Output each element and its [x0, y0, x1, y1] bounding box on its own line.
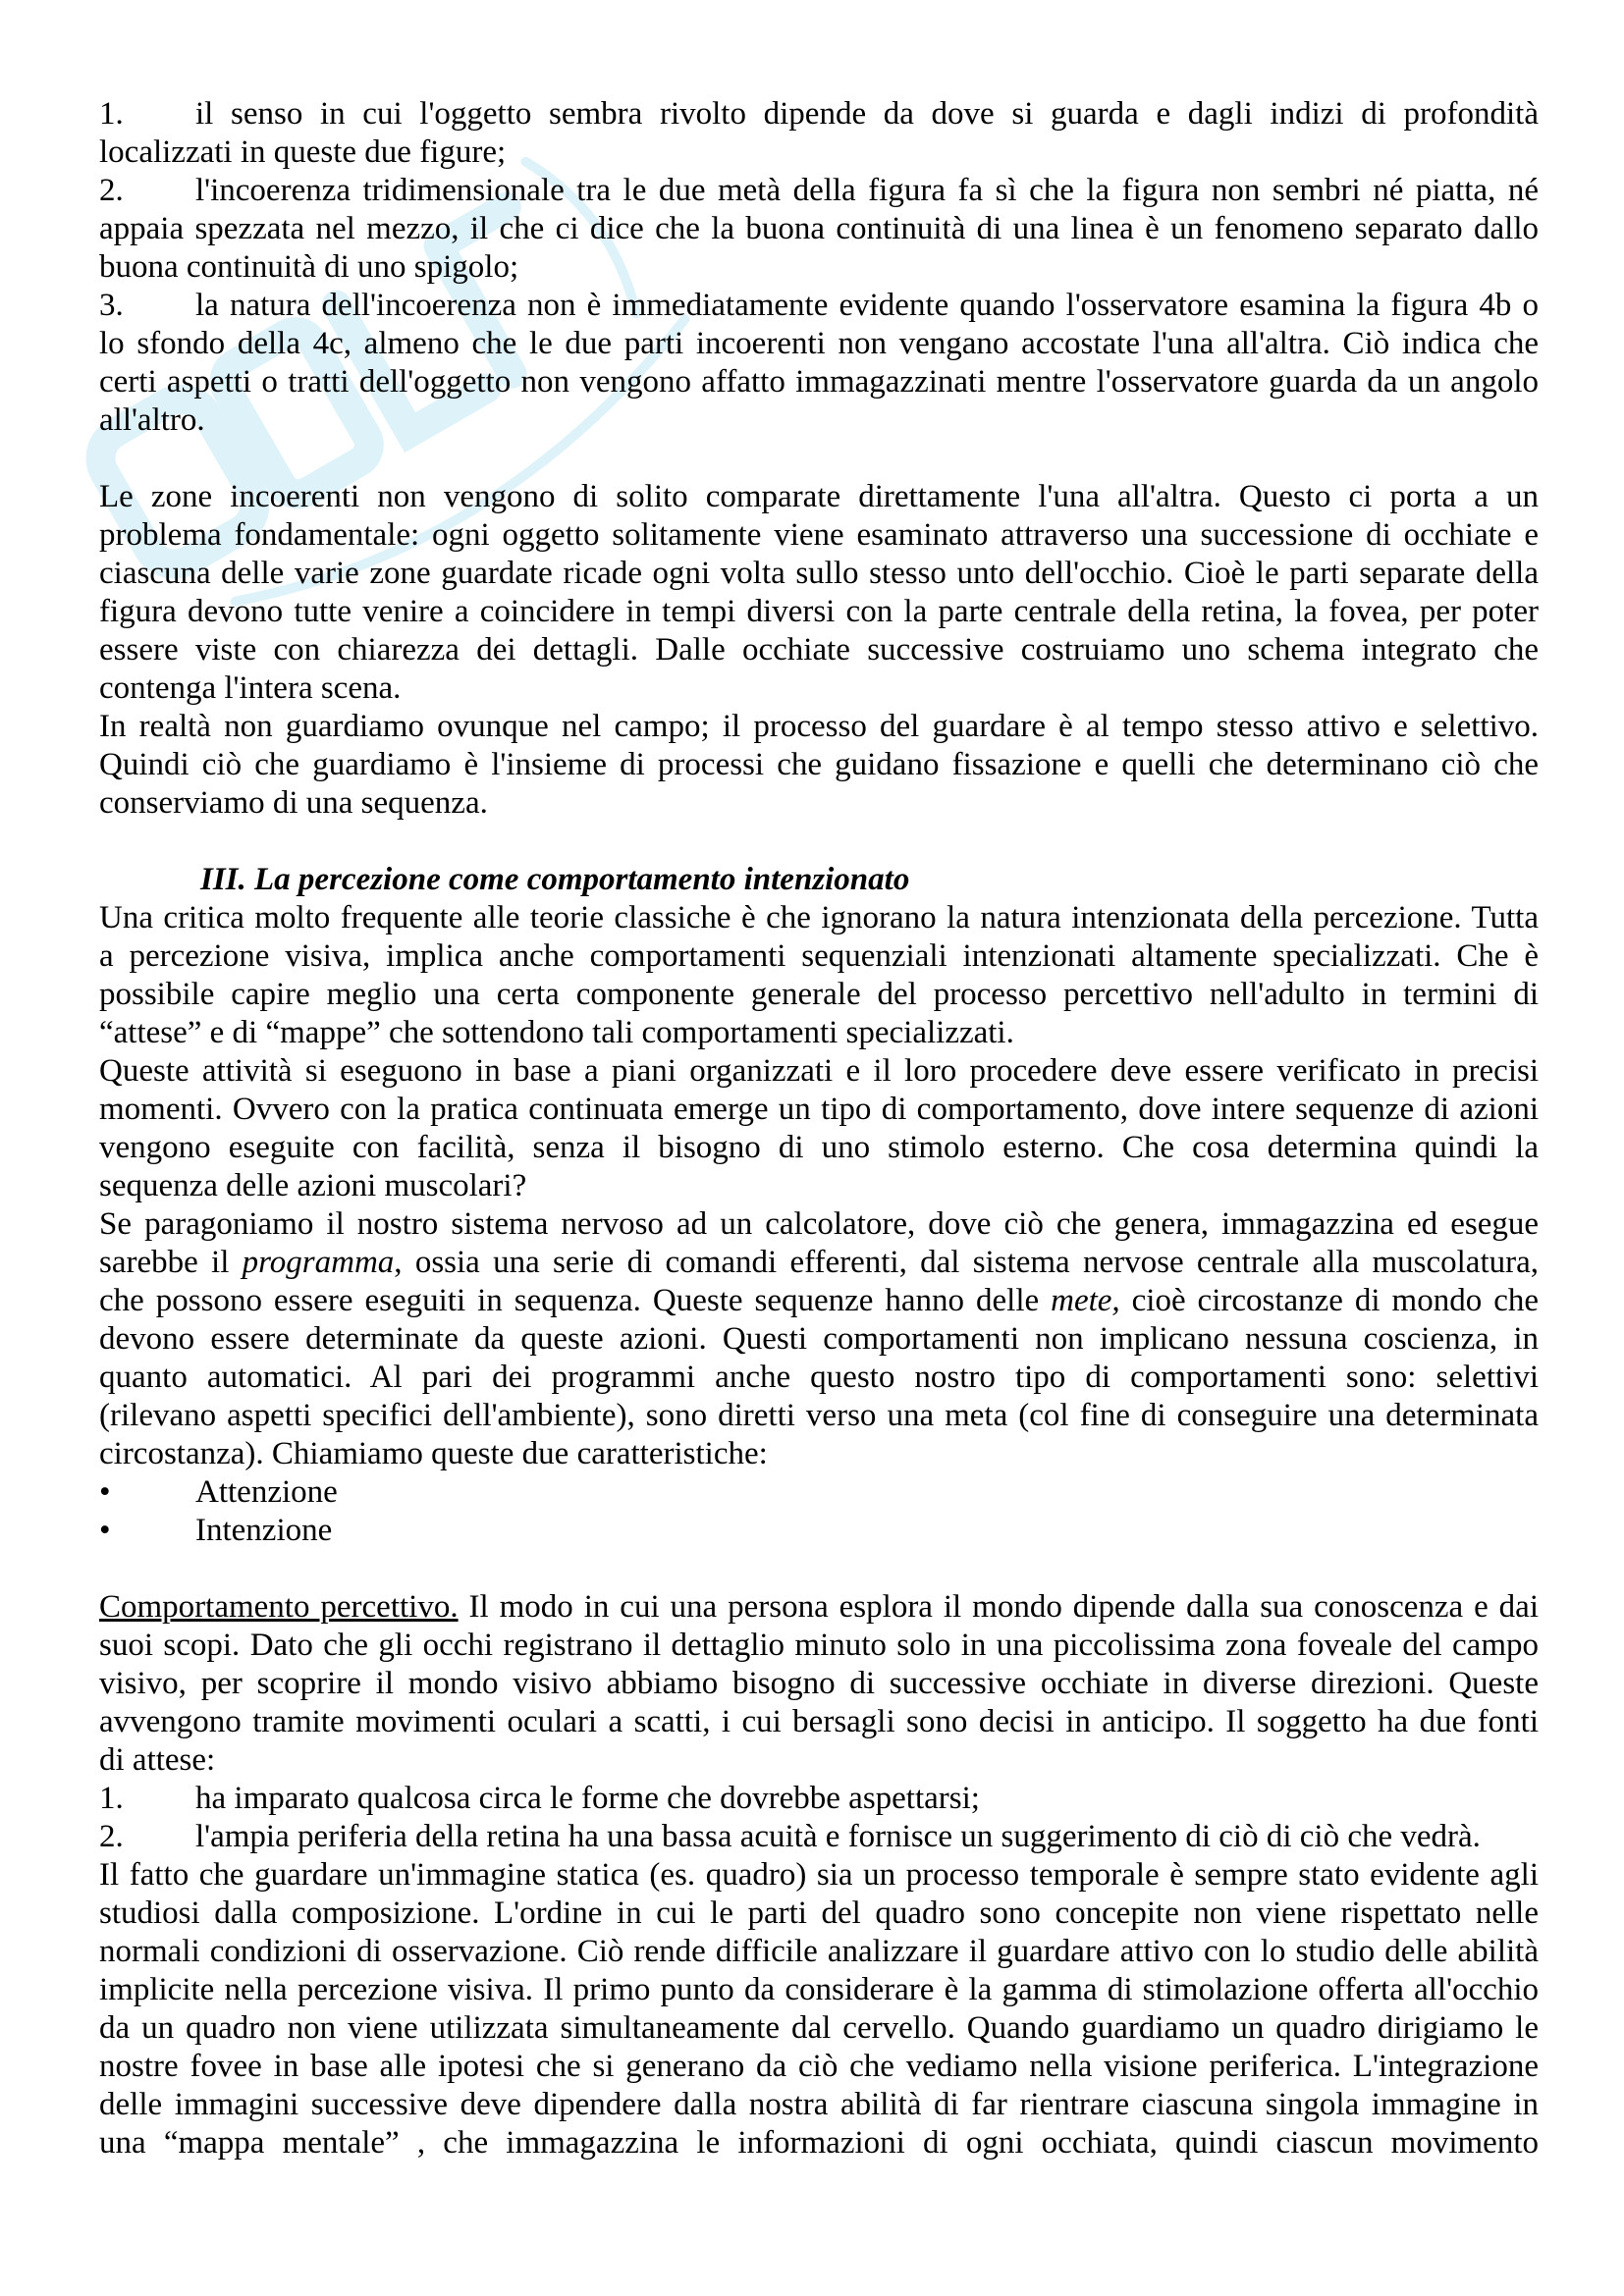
text-line: studiosi dalla composizione. L'ordine in cui le parti del quadro sono concepite non viene rispettato nelle — [99, 1896, 1539, 1931]
list-item — [99, 287, 1539, 440]
text-line — [99, 1588, 1539, 1627]
text-line: certi aspetti o tratti dell'oggetto non vengono affatto immagazzinati mentre l'osservatore guarda da un angolo — [99, 364, 1539, 400]
text-line: lo sfondo della 4c, almeno che le due parti incoerenti non vengano accostate l'una all'altra. Ciò indica che — [99, 326, 1539, 361]
list-item-text: ha imparato qualcosa circa le forme che dovrebbe aspettarsi; — [195, 1781, 980, 1816]
list-item-text: l'incoerenza tridimensionale tra le due metà della figura fa sì che la figura non sembri né piatta, né — [195, 173, 1539, 208]
paragraph-spacer — [99, 1550, 1539, 1588]
text-line: conserviamo di una sequenza. — [99, 785, 488, 821]
underlined-label: Comportamento percettivo. — [99, 1589, 459, 1625]
bullet-icon: • — [99, 1474, 111, 1510]
text-line: In realtà non guardiamo ovunque nel campo; il processo del guardare è al tempo stesso attivo e selettivo. — [99, 709, 1539, 744]
text-line: Le zone incoerenti non vengono di solito comparate direttamente l'una all'altra. Questo ci porta a un — [99, 479, 1539, 514]
list-number: 2. — [99, 173, 124, 208]
text-line: all'altro. — [99, 402, 205, 438]
text-run: , ossia una serie di comandi efferenti, dal sistema nervose centrale alla muscolatura, — [394, 1245, 1540, 1280]
text-line: devono essere determinate da queste azioni. Questi comportamenti non implicano nessuna coscienza, in — [99, 1321, 1539, 1357]
text-run: che possono essere eseguiti in sequenza. Queste sequenze hanno delle — [99, 1283, 1052, 1318]
italic-term: programma — [242, 1245, 395, 1280]
text-line — [99, 287, 1539, 325]
text-line: quanto automatici. Al pari dei programmi anche questo nostro tipo di comportamenti sono: selettivi — [99, 1360, 1539, 1395]
list-item — [99, 1818, 1539, 1856]
text-line: “attese” e di “mappe” che sottendono tali comportamenti specializzati. — [99, 1015, 1014, 1050]
text-line: essere viste con chiarezza dei dettagli. Dalle occhiate successive costruiamo uno schema integrato che — [99, 632, 1539, 667]
bullet-text: Intenzione — [195, 1513, 333, 1548]
list-item-text: la natura dell'incoerenza non è immediatamente evidente quando l'osservatore esamina la figura 4b o — [195, 288, 1539, 323]
italic-term: mete, — [1051, 1283, 1120, 1318]
text-line: delle immagini successive deve dipendere dalla nostra abilità di far rientrare ciascuna singola immagine in — [99, 2087, 1539, 2122]
text-run: cioè circostanze di mondo che — [1119, 1283, 1539, 1318]
numbered-list-incoerenza — [99, 95, 1539, 440]
text-line: una “mappa mentale” , che immagazzina le informazioni di ogni occhiata, quindi ciascun movimento — [99, 2125, 1539, 2161]
paragraph — [99, 899, 1539, 1052]
text-line: Queste attività si eseguono in base a piani organizzati e il loro procedere deve essere verificato in precisi — [99, 1053, 1539, 1089]
list-number: 1. — [99, 96, 124, 132]
text-run: Il modo in cui una persona esplora il mondo dipende dalla sua conoscenza e dai — [458, 1589, 1539, 1625]
text-line: sequenza delle azioni muscolari? — [99, 1168, 527, 1203]
text-line: figura devono tutte venire a coincidere in tempi diversi con la parte centrale della retina, la fovea, per poter — [99, 594, 1539, 629]
paragraph — [99, 1588, 1539, 1780]
text-line: (rilevano aspetti specifici dell'ambiente), sono diretti verso una meta (col fine di conseguire una determinata — [99, 1398, 1539, 1433]
list-number: 3. — [99, 288, 124, 323]
paragraph — [99, 708, 1539, 823]
paragraph — [99, 1856, 1539, 2163]
bullet-icon: • — [99, 1513, 111, 1548]
text-line: circostanza). Chiamiamo queste due caratteristiche: — [99, 1436, 768, 1471]
text-line: da un quadro non viene utilizzata simultaneamente dal cervello. Quando guardiamo un quadro dirigiamo le — [99, 2010, 1539, 2046]
text-line: Il fatto che guardare un'immagine statica (es. quadro) sia un processo temporale è sempre stato evidente agli — [99, 1857, 1539, 1893]
text-line: di attese: — [99, 1742, 216, 1778]
paragraph — [99, 1205, 1539, 1473]
text-line: buona continuità di uno spigolo; — [99, 249, 519, 285]
list-number: 2. — [99, 1819, 124, 1854]
text-line: nostre fovee in base alle ipotesi che si generano da ciò che vediamo nella visione periferica. L'integrazione — [99, 2049, 1539, 2084]
text-line: visivo, per scoprire il mondo visivo abbiamo bisogno di successive occhiate in diverse direzioni. Queste — [99, 1666, 1539, 1701]
text-line: normali condizioni di osservazione. Ciò rende difficile analizzare il guardare attivo con lo studio delle abilità — [99, 1934, 1539, 1969]
text-line: possibile capire meglio una certa componente generale del processo percettivo nell'adulto in termini di — [99, 977, 1539, 1012]
list-item — [99, 172, 1539, 287]
text-line — [99, 1244, 1539, 1282]
text-line: ciascuna delle varie zone guardate ricade ogni volta sullo stesso unto dell'occhio. Cioè le parti separate della — [99, 556, 1539, 591]
bullet-text: Attenzione — [195, 1474, 338, 1510]
text-line — [99, 95, 1539, 133]
list-item — [99, 1780, 1539, 1818]
text-line: implicite nella percezione visiva. Il primo punto da considerare è la gamma di stimolazione offerta all'occhio — [99, 1972, 1539, 2007]
list-item-text: l'ampia periferia della retina ha una bassa acuità e fornisce un suggerimento di ciò di ciò che vedrà. — [195, 1819, 1481, 1854]
section-heading: III. La percezione come comportamento intenzionato — [200, 862, 910, 897]
bullet-item — [99, 1473, 1539, 1512]
text-line: appaia spezzata nel mezzo, il che ci dice che la buona continuità di una linea è un fenomeno separato dallo — [99, 211, 1539, 246]
paragraph-spacer — [99, 440, 1539, 478]
text-line: momenti. Ovvero con la pratica continuata emerge un tipo di comportamento, dove intere sequenze di azioni — [99, 1092, 1539, 1127]
text-line: suoi scopi. Dato che gli occhi registrano il dettaglio minuto solo in una piccolissima zona foveale del campo — [99, 1628, 1539, 1663]
text-line: localizzati in queste due figure; — [99, 134, 507, 170]
text-line: contenga l'intera scena. — [99, 670, 402, 706]
paragraph — [99, 478, 1539, 708]
text-run: sarebbe il — [99, 1245, 243, 1280]
document-body — [99, 95, 1539, 2163]
list-number: 1. — [99, 1781, 124, 1816]
text-line — [99, 172, 1539, 210]
text-line: Se paragoniamo il nostro sistema nervoso ad un calcolatore, dove ciò che genera, immagazzina ed esegue — [99, 1206, 1539, 1242]
numbered-list-attese — [99, 1780, 1539, 1856]
text-line: problema fondamentale: ogni oggetto solitamente viene esaminato attraverso una successione di occhiate e — [99, 517, 1539, 553]
bullet-item — [99, 1512, 1539, 1550]
text-line: Quindi ciò che guardiamo è l'insieme di processi che guidano fissazione e quelli che determinano ciò che — [99, 747, 1539, 782]
paragraph-spacer — [99, 823, 1539, 861]
list-item — [99, 95, 1539, 172]
paragraph — [99, 1052, 1539, 1205]
text-line: Una critica molto frequente alle teorie classiche è che ignorano la natura intenzionata della percezione. Tutta — [99, 900, 1539, 935]
text-line: avvengono tramite movimenti oculari a scatti, i cui bersagli sono decisi in anticipo. Il soggetto ha due fonti — [99, 1704, 1539, 1739]
text-line: vengono eseguite con facilità, senza il bisogno di uno stimolo esterno. Che cosa determina quindi la — [99, 1130, 1539, 1165]
list-item-text: il senso in cui l'oggetto sembra rivolto dipende da dove si guarda e dagli indizi di profondità — [195, 96, 1539, 132]
bullet-list — [99, 1473, 1539, 1550]
text-line: a percezione visiva, implica anche comportamenti sequenziali intenzionati altamente specializzati. Che è — [99, 938, 1539, 974]
text-line — [99, 1282, 1539, 1320]
